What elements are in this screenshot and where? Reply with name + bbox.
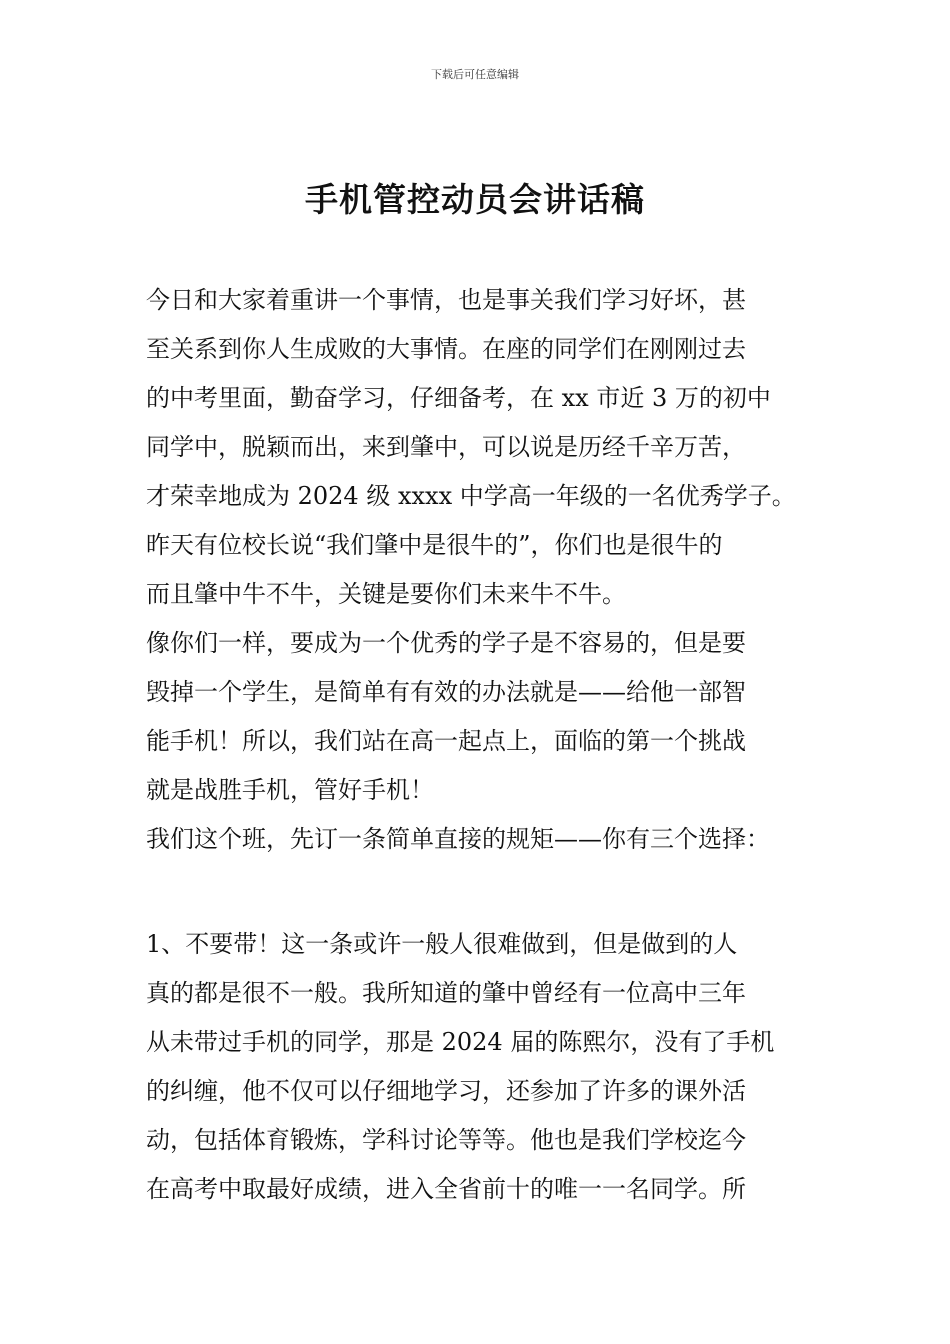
paragraph-line: 动，包括体育锻炼，学科讨论等等。他也是我们学校迄今: [146, 1126, 746, 1154]
paragraph-line: 从未带过手机的同学，那是 2024 届的陈熙尔，没有了手机: [146, 1028, 775, 1056]
paragraph-line: 我们这个班，先订一条简单直接的规矩——你有三个选择：: [146, 825, 770, 853]
paragraph-line: 至关系到你人生成败的大事情。在座的同学们在刚刚过去: [146, 335, 746, 363]
paragraph-line: 在高考中取最好成绩，进入全省前十的唯一一名同学。所: [146, 1175, 746, 1203]
page-header-note: 下载后可任意编辑: [431, 68, 519, 81]
paragraph-line: 才荣幸地成为 2024 级 xxxx 中学高一年级的一名优秀学子。: [146, 482, 796, 510]
paragraph-line: 真的都是很不一般。我所知道的肇中曾经有一位高中三年: [146, 979, 746, 1007]
paragraph-line: 而且肇中牛不牛，关键是要你们未来牛不牛。: [146, 580, 626, 608]
paragraph-line: 1、不要带！这一条或许一般人很难做到，但是做到的人: [146, 930, 738, 958]
document-title: 手机管控动员会讲话稿: [305, 180, 645, 219]
document-body-continued: [146, 920, 810, 1214]
paragraph-line: 像你们一样，要成为一个优秀的学子是不容易的，但是要: [146, 629, 746, 657]
paragraph-line: 的纠缠，他不仅可以仔细地学习，还参加了许多的课外活: [146, 1077, 746, 1105]
paragraph-line: 同学中，脱颖而出，来到肇中，可以说是历经千辛万苦，: [146, 433, 746, 461]
paragraph-line: 能手机！所以，我们站在高一起点上，面临的第一个挑战: [146, 727, 746, 755]
paragraph-line: 就是战胜手机，管好手机！: [146, 776, 434, 804]
paragraph-line: 今日和大家着重讲一个事情，也是事关我们学习好坏，甚: [146, 286, 746, 314]
paragraph-line: 昨天有位校长说“我们肇中是很牛的”，你们也是很牛的: [146, 531, 723, 559]
document-body: [146, 276, 810, 864]
paragraph-line: 的中考里面，勤奋学习，仔细备考，在 xx 市近 3 万的初中: [146, 384, 771, 412]
paragraph-line: 毁掉一个学生，是简单有有效的办法就是——给他一部智: [146, 678, 746, 706]
